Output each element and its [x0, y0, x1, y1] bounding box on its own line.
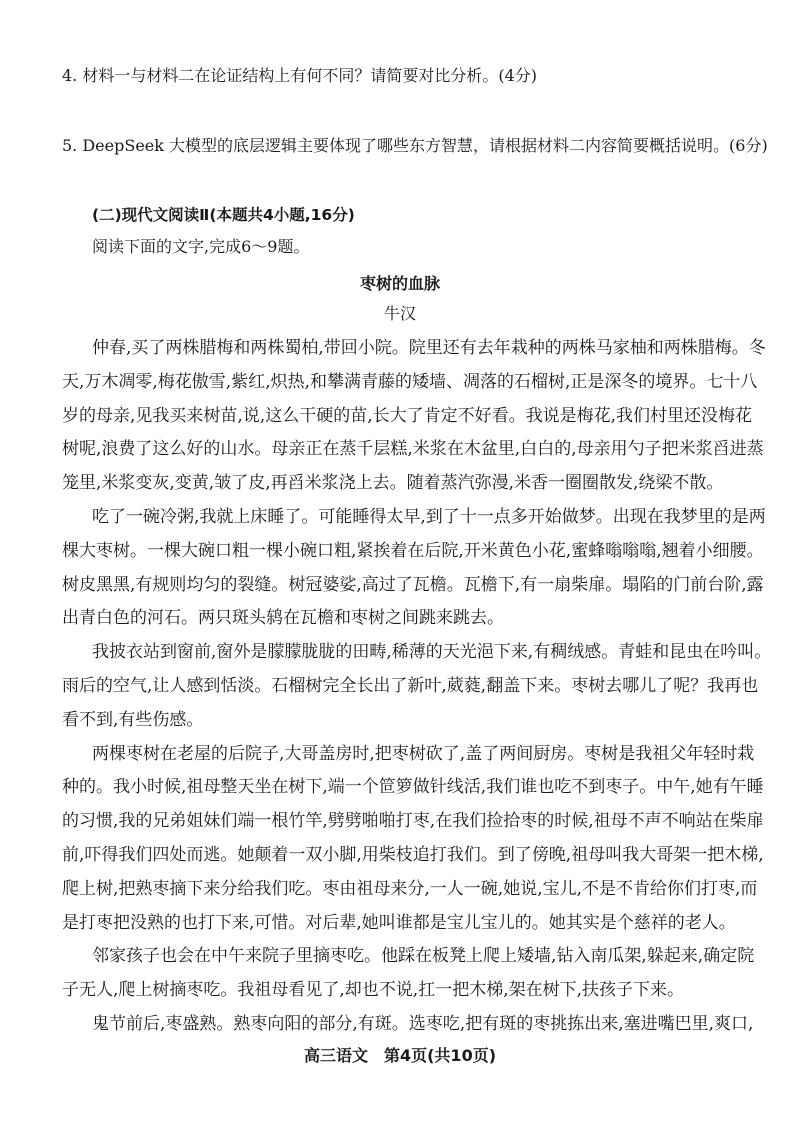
paragraph-line: 爬上树,把熟枣摘下来分给我们吃。枣由祖母来分,一人一碗,她说,宝儿,不是不肯给你们打枣,而 — [62, 878, 758, 899]
section-header: (二)现代文阅读Ⅱ(本题共4小题,16分) — [92, 206, 355, 224]
paragraph-line: 天,万木凋零,梅花傲雪,紫红,炽热,和攀满青藤的矮墙、凋落的石榴树,正是深冬的境界。七十八 — [62, 371, 758, 392]
article-title: 枣树的血脉 — [359, 274, 440, 293]
paragraph-line: 鬼节前后,枣盛熟。熟枣向阳的部分,有斑。选枣吃,把有斑的枣挑拣出来,塞进嘴巴里,爽口, — [92, 1013, 754, 1034]
paragraph-line: 仲春,买了两株腊梅和两株蜀柏,带回小院。院里还有去年栽种的两株马家柚和两株腊梅。冬 — [92, 338, 766, 358]
paragraph-line: 树皮黑黑,有规则均匀的裂缝。树冠婆娑,高过了瓦檐。瓦檐下,有一扇柴扉。塌陷的门前台阶,露 — [62, 574, 764, 595]
paragraph-line: 前,吓得我们四处而逃。她颠着一双小脚,用柴枝追打我们。到了傍晚,祖母叫我大哥架一把木梯, — [62, 844, 764, 865]
paragraph-line: 笼里,米浆变灰,变黄,皱了皮,再舀米浆浇上去。随着蒸汽弥漫,米香一圈圈散发,绕梁不散。 — [62, 473, 724, 494]
article-paragraph — [62, 944, 755, 1012]
paragraph-line: 出青白色的河石。两只斑头鸫在瓦檐和枣树之间跳来跳去。 — [62, 608, 504, 629]
article-paragraph — [62, 336, 766, 505]
reading-instruction: 阅读下面的文字,完成6～9题。 — [92, 237, 310, 256]
paragraph-line: 雨后的空气,让人感到恬淡。石榴树完全长出了新叶,葳蕤,翻盖下来。枣树去哪儿了呢？我再也 — [62, 675, 759, 696]
paragraph-line: 吃了一碗冷粥,我就上床睡了。可能睡得太早,到了十一点多开始做梦。出现在我梦里的是两 — [92, 506, 766, 527]
question-4: 4. 材料一与材料二在论证结构上有何不同？请简要对比分析。(4分) — [62, 66, 538, 85]
paragraph-line: 我披衣站到窗前,窗外是朦朦胧胧的田畴,稀薄的天光浥下来,有稠绒感。青蛙和昆虫在吟叫。 — [92, 642, 772, 663]
paragraph-line: 岁的母亲,见我买来树苗,说,这么干硬的苗,长大了肯定不好看。我说是梅花,我们村里还没梅花 — [62, 405, 753, 426]
paragraph-line: 的习惯,我的兄弟姐妹们端一根竹竿,劈劈啪啪打枣,在我们捡拾枣的时候,祖母不声不响站在柴扉 — [62, 811, 764, 832]
article-paragraph — [62, 640, 772, 741]
paragraph-line: 树呢,浪费了这么好的山水。母亲正在蒸千层糕,米浆在木盆里,白白的,母亲用勺子把米浆舀进蒸 — [62, 439, 764, 460]
article-author: 牛汉 — [383, 304, 416, 323]
question-5: 5. DeepSeek 大模型的底层逻辑主要体现了哪些东方智慧，请根据材料二内容简要概括说明。(6分) — [62, 136, 768, 155]
paragraph-line: 两棵枣树在老屋的后院子,大哥盖房时,把枣树砍了,盖了两间厨房。枣树是我祖父年轻时栽 — [92, 743, 755, 764]
paragraph-line: 子无人,爬上树摘枣吃。我祖母看见了,却也不说,扛一把木梯,架在树下,扶孩子下来。 — [62, 980, 685, 1001]
paragraph-line: 邻家孩子也会在中午来院子里摘枣吃。他踩在板凳上爬上矮墙,钻入南瓜架,躲起来,确定院 — [92, 946, 755, 967]
paragraph-line: 棵大枣树。一棵大碗口粗一棵小碗口粗,紧挨着在后院,开米黄色小花,蜜蜂嗡嗡嗡,翘着小细腰。 — [62, 540, 764, 561]
article-paragraph — [62, 1012, 754, 1046]
page-footer: 高三语文 第4页(共10页) — [303, 1046, 497, 1065]
article-body — [62, 336, 772, 1046]
paragraph-line: 看不到,有些伤感。 — [62, 709, 204, 730]
paragraph-line: 种的。我小时候,祖母整天坐在树下,端一个笸箩做针线活,我们谁也吃不到枣子。中午,她有午睡 — [62, 777, 764, 798]
paragraph-line: 是打枣把没熟的也打下来,可惜。对后辈,她叫谁都是宝儿宝儿的。她其实是个慈祥的老人。 — [62, 912, 736, 933]
article-paragraph — [62, 505, 766, 640]
article-paragraph — [62, 742, 764, 945]
